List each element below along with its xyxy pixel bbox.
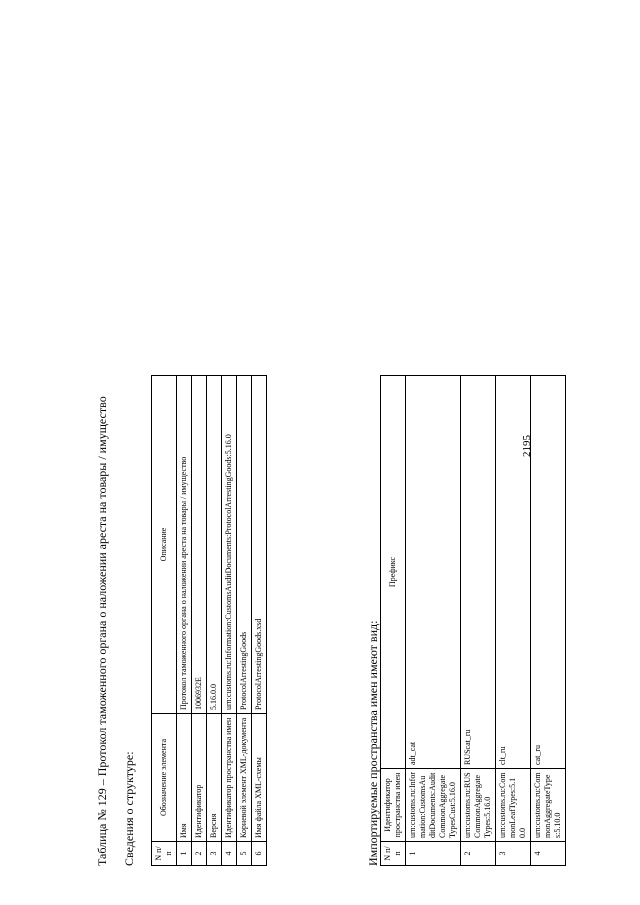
row-number: 6	[252, 842, 267, 866]
column-header-namespace: Идентификатор пространства имен	[381, 769, 406, 842]
row-number: 4	[531, 842, 566, 866]
table-row	[252, 376, 267, 866]
row-number: 4	[222, 842, 237, 866]
namespace-identifier: urn:customs.ru:Information:CustomsAuditDocuments:AuditCommonAggregateTypesCust:5.16.0	[406, 769, 461, 842]
namespaces-table-header-row	[381, 376, 406, 866]
column-header-number: N п/п	[152, 842, 177, 866]
element-name: Имя файла XML-схемы	[252, 714, 267, 842]
element-description: urn:customs.ru:Information:CustomsAuditDocuments:ProtocolArrestingGoods:5.16.0	[222, 376, 237, 714]
table-row	[531, 376, 566, 866]
namespaces-caption: Импортируемые пространства имен имеют вид:	[366, 620, 380, 866]
column-header-number: N п/п	[381, 842, 406, 866]
page-number: 2195	[521, 435, 533, 457]
table-row	[406, 376, 461, 866]
element-name: Версия	[207, 714, 222, 842]
column-header-description: Описание	[152, 376, 177, 714]
row-number: 2	[192, 842, 207, 866]
row-number: 1	[177, 842, 192, 866]
column-header-prefix: Префикс	[381, 376, 406, 769]
table-row	[192, 376, 207, 866]
table-title: Таблица № 129 – Протокол таможенного органа о наложении ареста на товары / имущество	[95, 396, 109, 866]
element-name: Идентификатор	[192, 714, 207, 842]
rotated-page-content	[77, 306, 637, 866]
element-description: ProtocolArrestingGoods	[237, 376, 252, 714]
element-name: Корневой элемент XML-документа	[237, 714, 252, 842]
table-row	[222, 376, 237, 866]
row-number: 2	[461, 842, 496, 866]
row-number: 5	[237, 842, 252, 866]
namespace-prefix: cat_ru	[531, 376, 566, 769]
element-name: Имя	[177, 714, 192, 842]
table-row	[177, 376, 192, 866]
table-row	[207, 376, 222, 866]
structure-table-header-row	[152, 376, 177, 866]
row-number: 3	[496, 842, 531, 866]
namespace-identifier: urn:customs.ru:RUSCommonAggregateTypes:5.16.0	[461, 769, 496, 842]
element-description: Протокол таможенного органа о наложении ареста на товары / имущество	[177, 376, 192, 714]
namespace-prefix: adt_cat	[406, 376, 461, 769]
row-number: 1	[406, 842, 461, 866]
table-row	[237, 376, 252, 866]
namespace-prefix: clt_ru	[496, 376, 531, 769]
namespace-identifier: urn:customs.ru:CommonLeafTypes:5.10.0	[496, 769, 531, 842]
structure-caption: Сведения о структуре:	[122, 751, 136, 866]
structure-table	[151, 375, 267, 866]
element-description: ProtocolArrestingGoods.xsd	[252, 376, 267, 714]
namespace-prefix: RUScat_ru	[461, 376, 496, 769]
element-description: 5.16.0.0	[207, 376, 222, 714]
column-header-element: Обозначение элемента	[152, 714, 177, 842]
element-name: Идентификатор пространства имен	[222, 714, 237, 842]
namespace-identifier: urn:customs.ru:CommonAggregateTypes:5.10.0	[531, 769, 566, 842]
namespaces-table	[380, 375, 566, 866]
row-number: 3	[207, 842, 222, 866]
table-row	[461, 376, 496, 866]
element-description: 1006932E	[192, 376, 207, 714]
table-row	[496, 376, 531, 866]
